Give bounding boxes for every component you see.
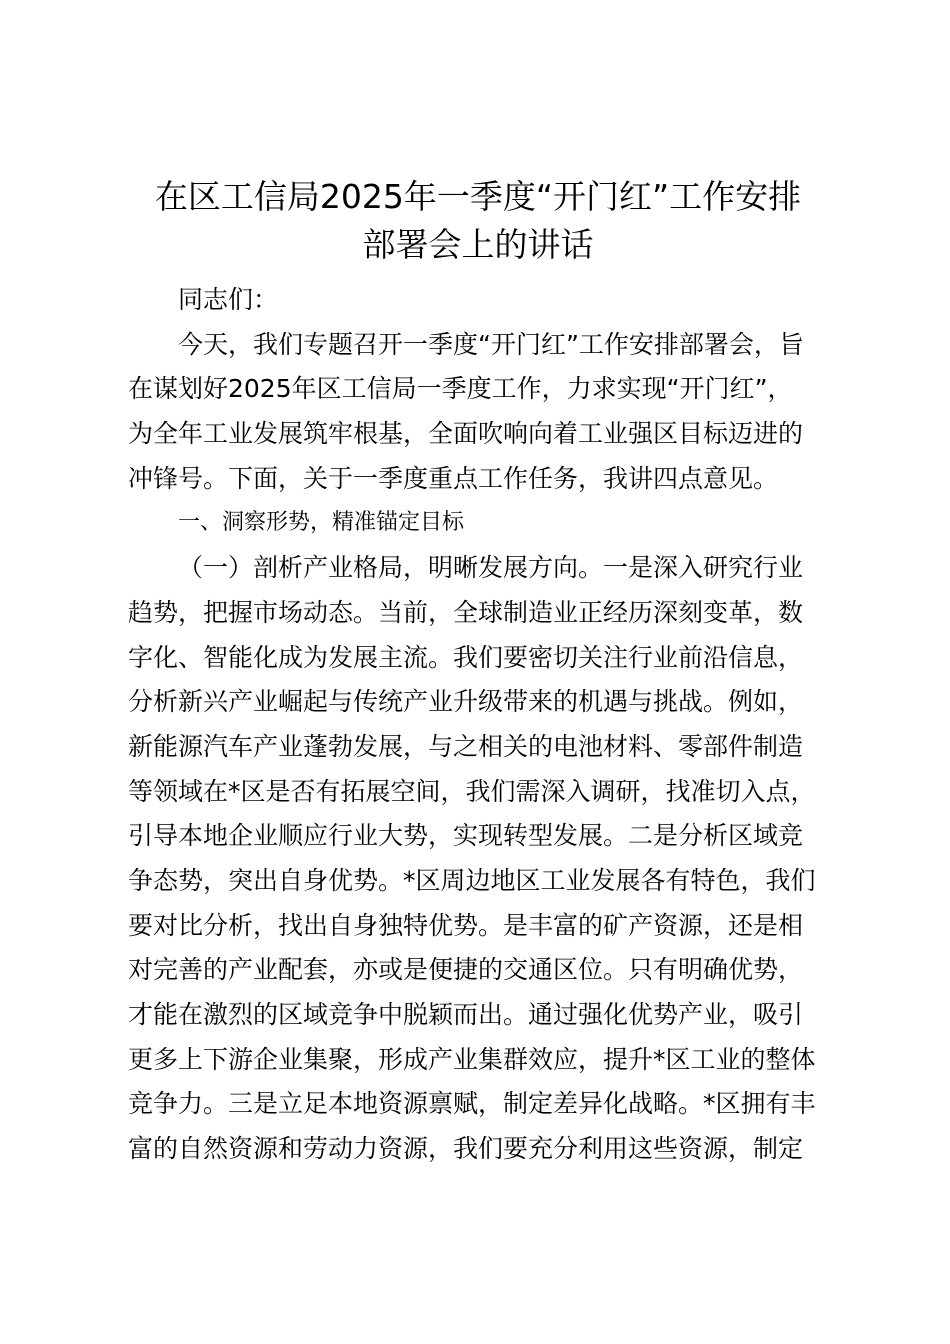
body-line: 为全年工业发展筑牢根基，全面吹响向着工业强区目标迈进的	[128, 419, 804, 449]
section-heading: 一、洞察形势，精准锚定目标	[178, 510, 465, 536]
body-line: 更多上下游企业集聚，形成产业集群效应，提升*区工业的整体	[128, 1044, 816, 1074]
body-line: 才能在激烈的区域竞争中脱颖而出。通过强化优势产业，吸引	[128, 1000, 804, 1029]
body-line: 今天，我们专题召开一季度“开门红”工作安排部署会，旨	[178, 329, 804, 359]
body-line: 冲锋号。下面，关于一季度重点工作任务，我讲四点意见。	[128, 463, 779, 493]
body-line: 在谋划好2025年区工信局一季度工作，力求实现“开门红”，	[128, 374, 793, 404]
title-line-2: 部署会上的讲话	[362, 225, 594, 264]
body-line: 分析新兴产业崛起与传统产业升级带来的机遇与挑战。例如，	[128, 687, 804, 717]
body-line: 争态势，突出自身优势。*区周边地区工业发展各有特色，我们	[128, 865, 816, 895]
body-line: 字化、智能化成为发展主流。我们要密切关注行业前沿信息，	[128, 642, 804, 672]
body-line: 竞争力。三是立足本地资源禀赋，制定差异化战略。*区拥有丰	[128, 1089, 816, 1119]
body-line: 等领域在*区是否有拓展空间，我们需深入调研，找准切入点，	[128, 776, 816, 806]
body-line: 对完善的产业配套，亦或是便捷的交通区位。只有明确优势，	[128, 955, 804, 985]
body-line: 同志们：	[178, 285, 279, 314]
body-line: 引导本地企业顺应行业大势，实现转型发展。二是分析区域竞	[128, 821, 804, 851]
body-line: （一）剖析产业格局，明晰发展方向。一是深入研究行业	[178, 553, 804, 583]
document-body	[128, 278, 828, 1172]
document-title	[118, 173, 838, 269]
body-line: 新能源汽车产业蓬勃发展，与之相关的电池材料、零部件制造	[128, 731, 804, 761]
body-line: 要对比分析，找出自身独特优势。是丰富的矿产资源，还是相	[128, 910, 804, 940]
body-line: 趋势，把握市场动态。当前，全球制造业正经历深刻变革，数	[128, 597, 804, 627]
body-line: 富的自然资源和劳动力资源，我们要充分利用这些资源，制定	[128, 1134, 804, 1164]
title-line-1: 在区工信局2025年一季度“开门红”工作安排	[154, 177, 802, 216]
